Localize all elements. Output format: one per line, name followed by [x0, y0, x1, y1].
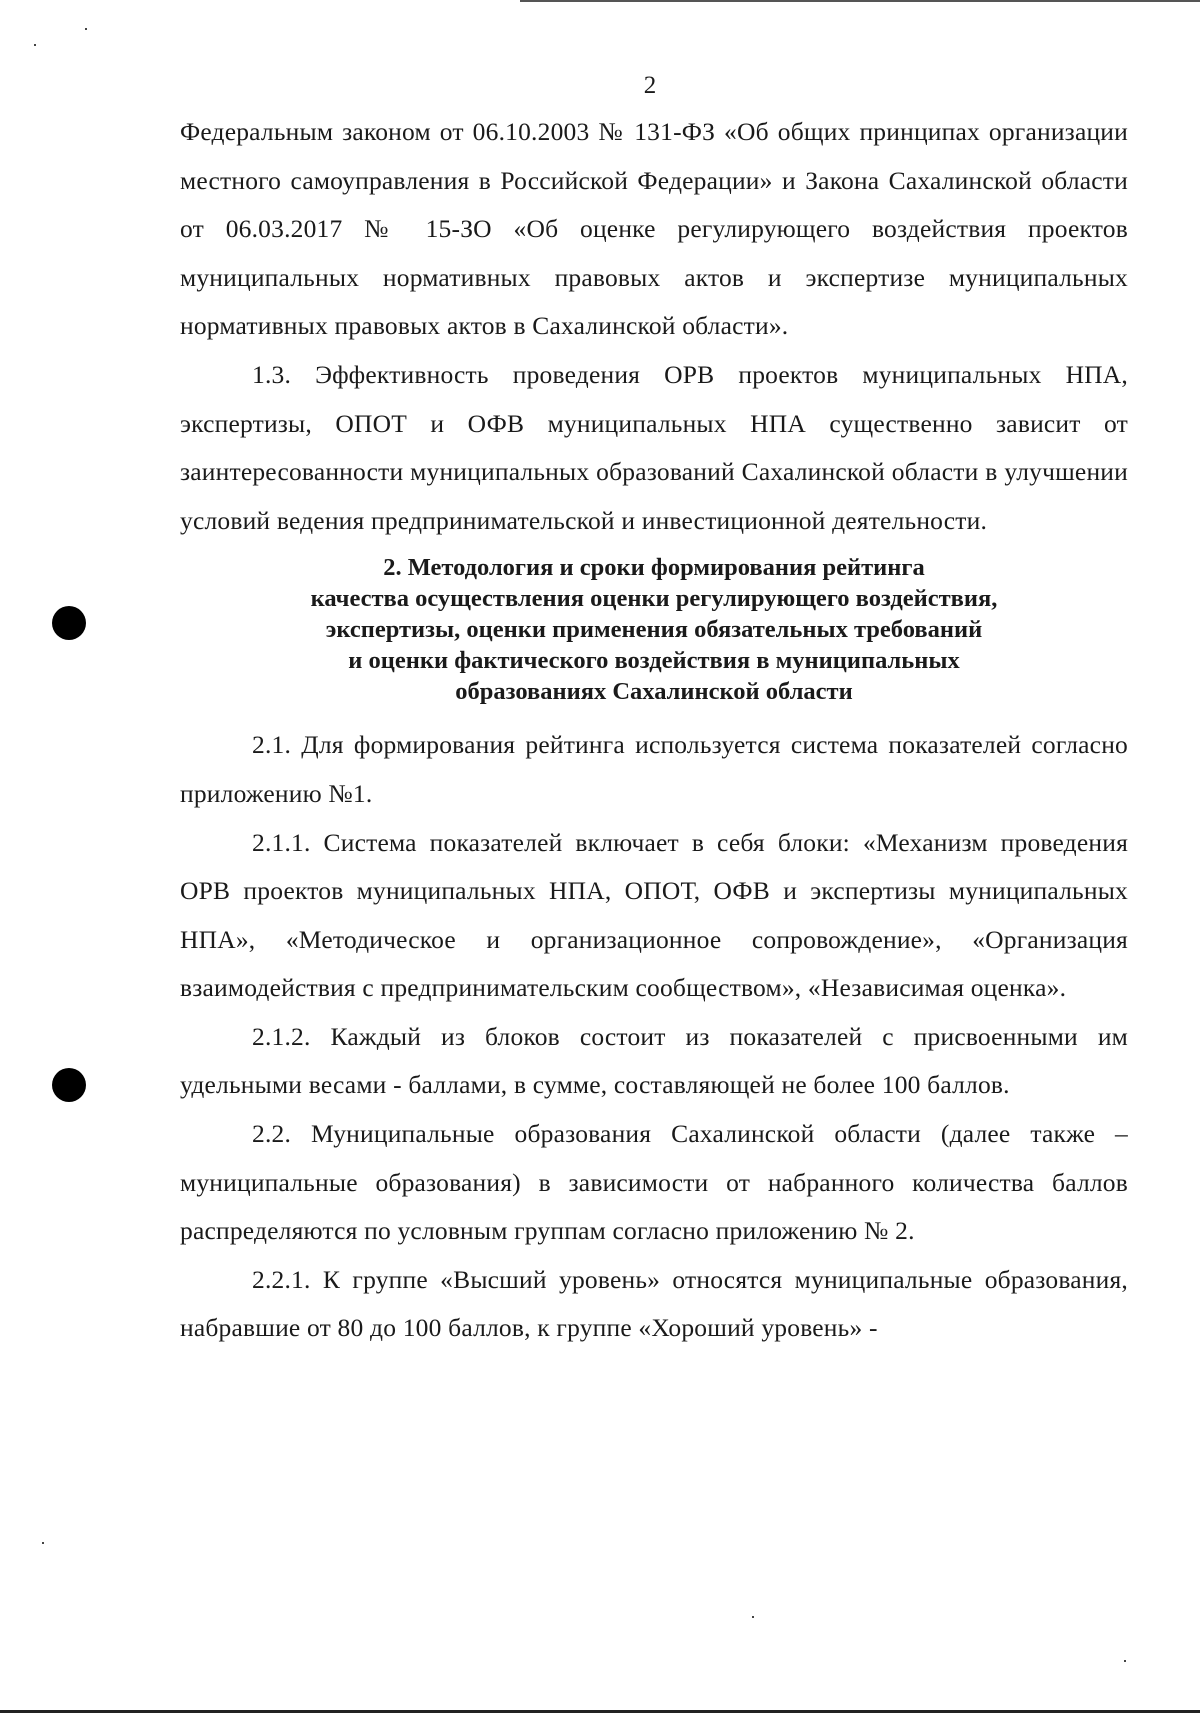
scan-edge-bottom — [0, 1710, 1200, 1713]
paragraph-2-2-1: 2.2.1. К группе «Высший уровень» относятся муниципальные образования, набравшие от 80 до 100 баллов, к группе «Хороший уровень» - — [180, 1264, 1128, 1343]
document-body — [180, 108, 1128, 1353]
paragraph-1-3: 1.3. Эффективность проведения ОРВ проектов муниципальных НПА, экспертизы, ОПОТ и ОФВ муниципальных НПА существенно зависит от заинтересованности муниципальных образований Сахалинской области в улучшении условий ведения предпринимательской и инвестиционной деятельности. — [180, 359, 1128, 535]
heading-line: образованиях Сахалинской области — [455, 677, 853, 705]
paragraph-intro-continuation: Федеральным законом от 06.10.2003 № 131-ФЗ «Об общих принципах организации местного самоуправления в Российской Федерации» и Закона Сахалинской области от 06.03.2017 № 15-ЗО «Об оценке регулирующего воздействия проектов муниципальных нормативных правовых актов и экспертизе муниципальных нормативных правовых актов в Сахалинской области». — [180, 117, 1128, 341]
heading-line: 2. Методология и сроки формирования рейтинга — [383, 554, 925, 582]
scan-speck — [42, 1542, 44, 1544]
scan-speck — [752, 1616, 754, 1618]
scan-speck — [34, 44, 36, 46]
section-heading — [180, 553, 1128, 707]
heading-line: экспертизы, оценки применения обязательных требований — [325, 615, 983, 643]
paragraph-2-1-1: 2.1.1. Система показателей включает в себя блоки: «Механизм проведения ОРВ проектов муниципальных НПА, ОПОТ, ОФВ и экспертизы муниципальных НПА», «Методическое и организационное сопровождение», «Организация взаимодействия с предпринимательским сообществом», «Независимая оценка». — [180, 827, 1128, 1003]
paragraph-2-1-2: 2.1.2. Каждый из блоков состоит из показателей с присвоенными им удельными весами - баллами, в сумме, составляющей не более 100 баллов. — [180, 1021, 1128, 1100]
paragraph-2-2: 2.2. Муниципальные образования Сахалинской области (далее также – муниципальные образования) в зависимости от набранного количества баллов распределяются по условным группам согласно приложению № 2. — [180, 1119, 1128, 1246]
heading-line: качества осуществления оценки регулирующего воздействия, — [310, 585, 998, 613]
heading-line: и оценки фактического воздействия в муниципальных — [348, 646, 960, 674]
punch-hole-lower — [52, 1068, 86, 1102]
paragraph-2-1: 2.1. Для формирования рейтинга используется система показателей согласно приложению №1. — [180, 730, 1128, 808]
scan-speck — [85, 28, 87, 30]
page-number: 2 — [643, 72, 657, 99]
punch-hole-upper — [52, 606, 86, 640]
scan-speck — [1124, 1660, 1126, 1662]
scan-edge-top — [520, 0, 1200, 2]
